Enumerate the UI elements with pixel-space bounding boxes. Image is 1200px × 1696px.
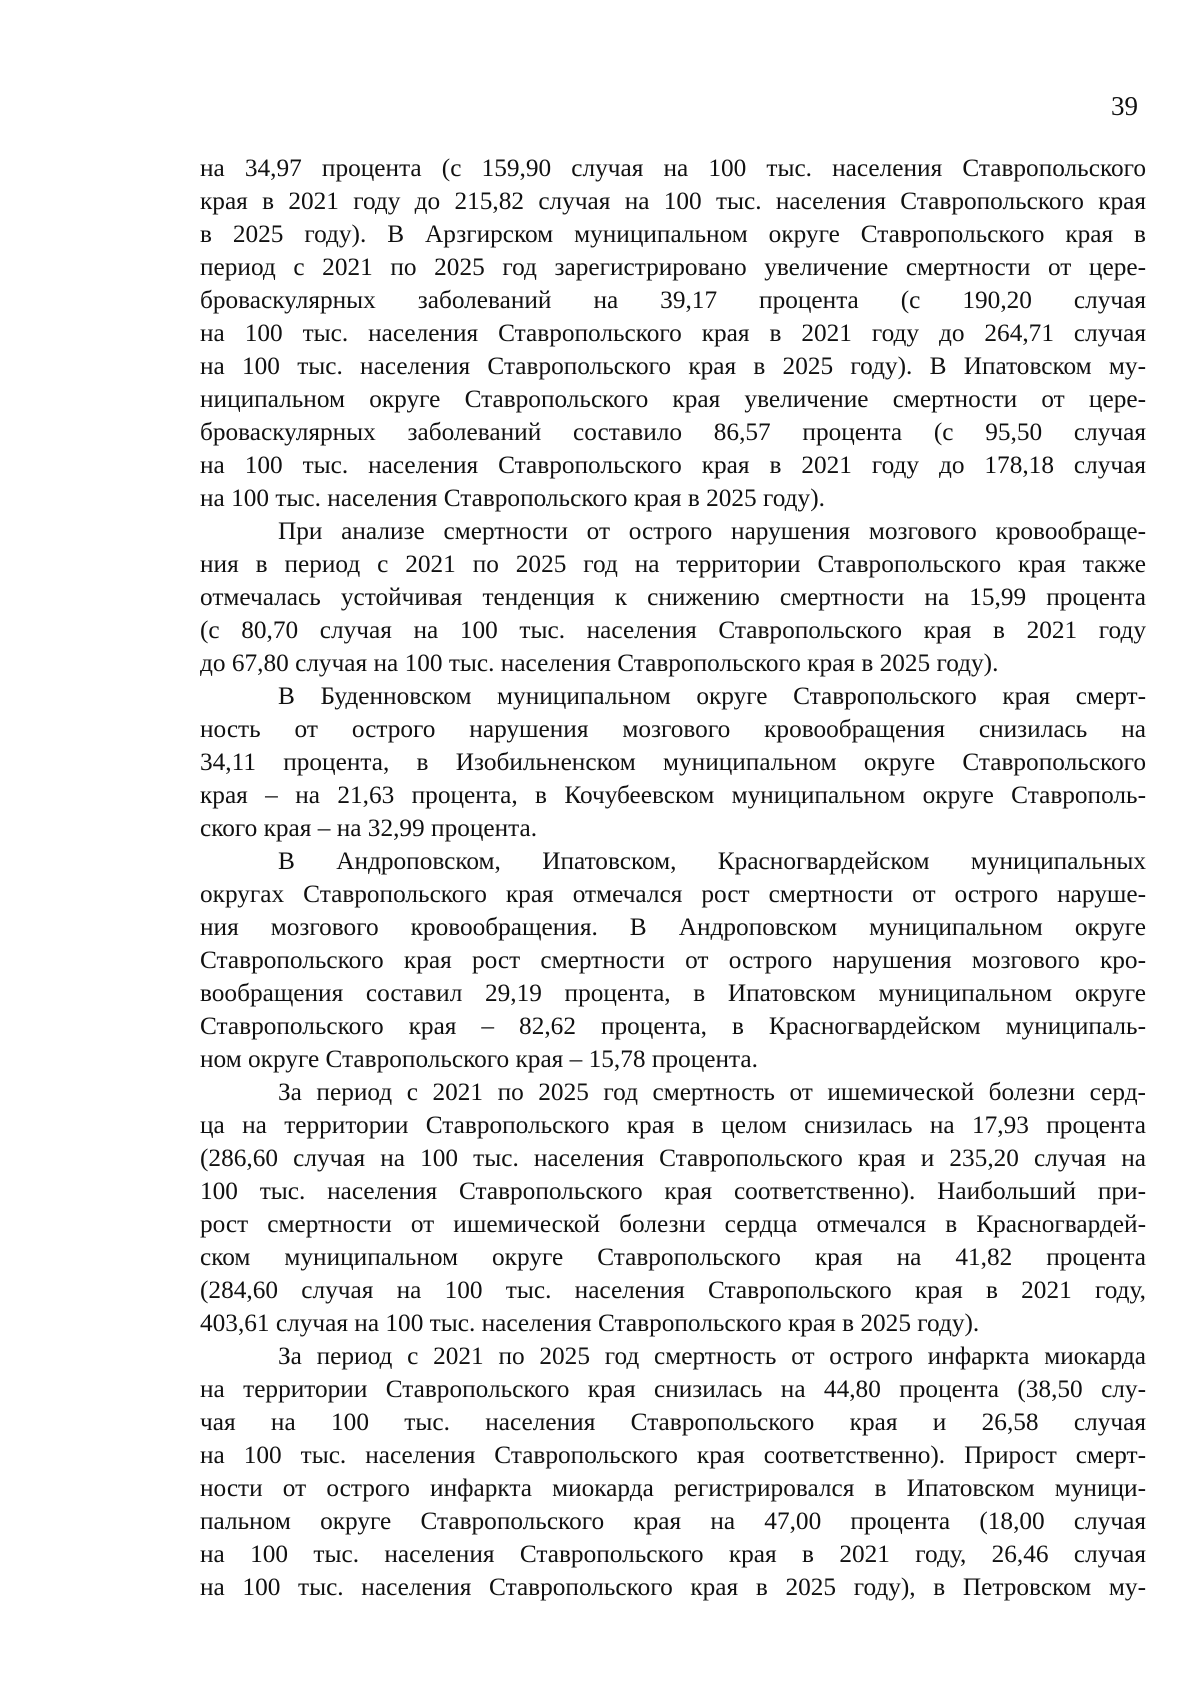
text-line: пальном округе Ставропольского края на 47,00 процента (18,00 случая (200, 1507, 1146, 1535)
text-line: ца на территории Ставропольского края в целом снизилась на 17,93 процента (200, 1111, 1146, 1139)
text-line: на 100 тыс. населения Ставропольского края в 2021 году до 178,18 случая (200, 451, 1146, 479)
page-number: 39 (1111, 91, 1138, 121)
text-line: вообращения составил 29,19 процента, в Ипатовском муниципальном округе (200, 979, 1146, 1007)
text-line: на 100 тыс. населения Ставропольского края соответственно). Прирост смерт- (200, 1441, 1146, 1469)
text-line: округах Ставропольского края отмечался рост смертности от острого наруше- (200, 880, 1146, 908)
text-line: (с 80,70 случая на 100 тыс. населения Ставропольского края в 2021 году (200, 616, 1146, 644)
text-line: При анализе смертности от острого нарушения мозгового кровообраще- (278, 517, 1146, 545)
text-line: на 100 тыс. населения Ставропольского края в 2021 году до 264,71 случая (200, 319, 1146, 347)
text-line: период с 2021 по 2025 год зарегистрировано увеличение смертности от цере- (200, 253, 1146, 281)
text-line: на 100 тыс. населения Ставропольского края в 2025 году). В Ипатовском му- (200, 352, 1146, 380)
text-line: 100 тыс. населения Ставропольского края соответственно). Наибольший при- (200, 1177, 1146, 1205)
text-line: ния мозгового кровообращения. В Андроповском муниципальном округе (200, 913, 1146, 941)
text-line: на 100 тыс. населения Ставропольского края в 2025 году), в Петровском му- (200, 1573, 1146, 1601)
text-line: 403,61 случая на 100 тыс. населения Ставропольского края в 2025 году). (200, 1309, 980, 1337)
text-line: ность от острого нарушения мозгового кровообращения снизилась на (200, 715, 1146, 743)
text-line: Ставропольского края – 82,62 процента, в Красногвардейском муниципаль- (200, 1012, 1146, 1040)
paragraph (200, 515, 1146, 680)
text-line: отмечалась устойчивая тенденция к снижению смертности на 15,99 процента (200, 583, 1146, 611)
text-line: ском муниципальном округе Ставропольского края на 41,82 процента (200, 1243, 1146, 1271)
text-line: За период с 2021 по 2025 год смертность от ишемической болезни серд- (278, 1078, 1146, 1106)
paragraph (200, 845, 1146, 1076)
text-line: до 67,80 случая на 100 тыс. населения Ставропольского края в 2025 году). (200, 649, 999, 677)
text-line: (286,60 случая на 100 тыс. населения Ставропольского края и 235,20 случая на (200, 1144, 1146, 1172)
paragraph (200, 152, 1146, 515)
text-line: на 100 тыс. населения Ставропольского края в 2021 году, 26,46 случая (200, 1540, 1146, 1568)
text-line: броваскулярных заболеваний на 39,17 процента (с 190,20 случая (200, 286, 1146, 314)
text-line: на 100 тыс. населения Ставропольского края в 2025 году). (200, 484, 825, 512)
text-line: ния в период с 2021 по 2025 год на территории Ставропольского края также (200, 550, 1146, 578)
text-line: За период с 2021 по 2025 год смертность от острого инфаркта миокарда (278, 1342, 1146, 1370)
paragraph (200, 1076, 1146, 1340)
paragraph (200, 680, 1146, 845)
paragraph (200, 1340, 1146, 1604)
text-line: ского края – на 32,99 процента. (200, 814, 538, 842)
text-line: В Буденновском муниципальном округе Ставропольского края смерт- (278, 682, 1146, 710)
text-line: (284,60 случая на 100 тыс. населения Ставропольского края в 2021 году, (200, 1276, 1146, 1304)
text-line: на территории Ставропольского края снизилась на 44,80 процента (38,50 слу- (200, 1375, 1146, 1403)
text-line: ниципальном округе Ставропольского края увеличение смертности от цере- (200, 385, 1146, 413)
text-line: чая на 100 тыс. населения Ставропольского края и 26,58 случая (200, 1408, 1146, 1436)
text-line: броваскулярных заболеваний составило 86,57 процента (с 95,50 случая (200, 418, 1146, 446)
text-line: края – на 21,63 процента, в Кочубеевском муниципальном округе Ставрополь- (200, 781, 1146, 809)
text-line: ном округе Ставропольского края – 15,78 процента. (200, 1045, 758, 1073)
text-line: 34,11 процента, в Изобильненском муниципальном округе Ставропольского (200, 748, 1146, 776)
text-line: в 2025 году). В Арзгирском муниципальном округе Ставропольского края в (200, 220, 1146, 248)
text-line: В Андроповском, Ипатовском, Красногвардейском муниципальных (278, 847, 1146, 875)
text-line: ности от острого инфаркта миокарда регистрировался в Ипатовском муници- (200, 1474, 1146, 1502)
text-line: рост смертности от ишемической болезни сердца отмечался в Красногвардей- (200, 1210, 1146, 1238)
text-line: края в 2021 году до 215,82 случая на 100 тыс. населения Ставропольского края (200, 187, 1146, 215)
text-line: Ставропольского края рост смертности от острого нарушения мозгового кро- (200, 946, 1146, 974)
document-body (200, 152, 1146, 1604)
text-line: на 34,97 процента (с 159,90 случая на 100 тыс. населения Ставропольского (200, 154, 1146, 182)
